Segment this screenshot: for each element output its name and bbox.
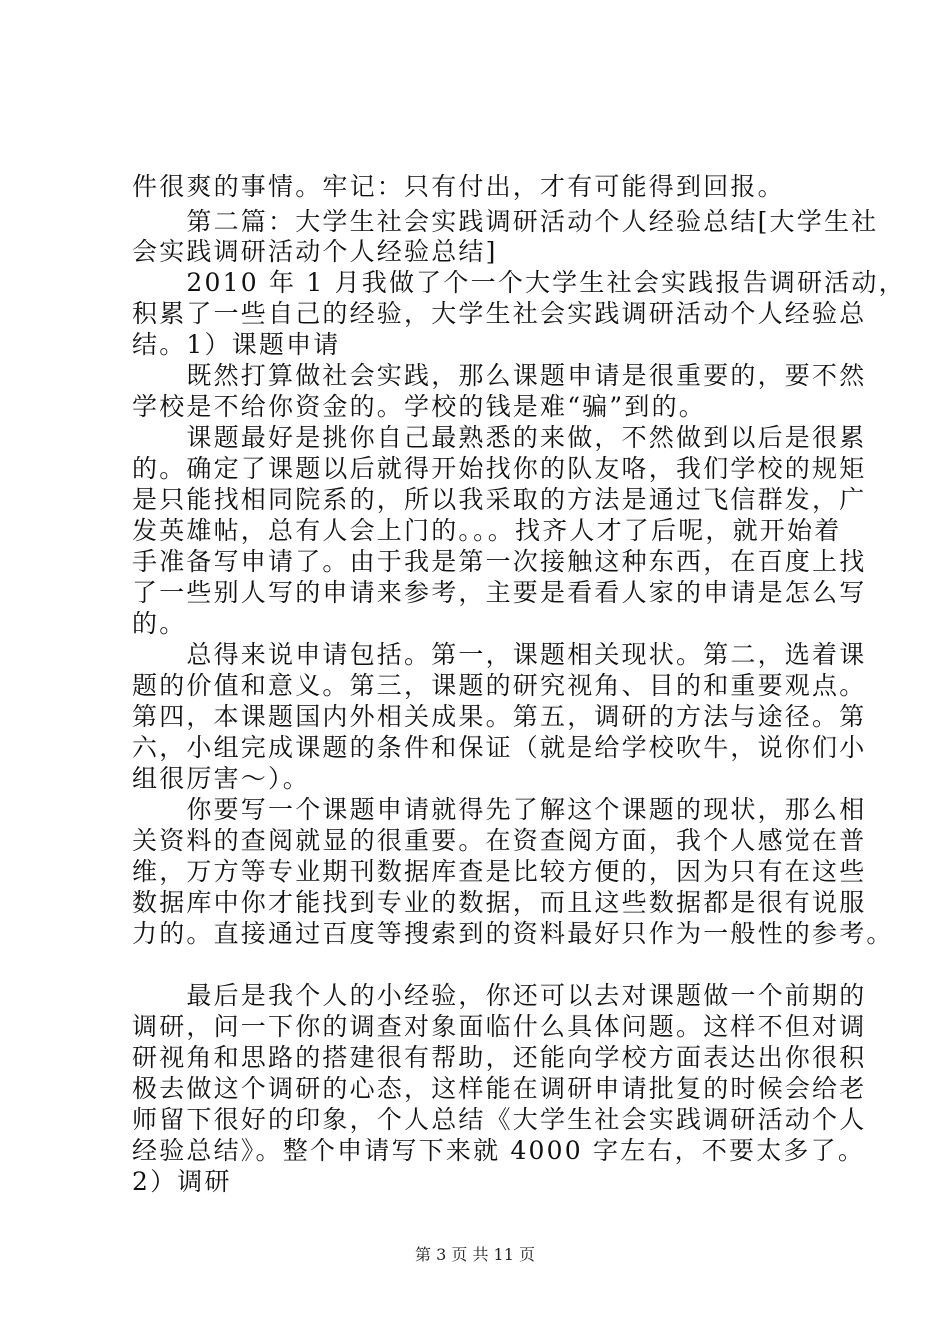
text-line: 结。1）课题申请 bbox=[132, 330, 341, 359]
text-line: 力的。直接通过百度等搜索到的资料最好只作为一般性的参考。 bbox=[132, 919, 894, 948]
text-line: 关资料的查阅就显的很重要。在资查阅方面，我个人感觉在普 bbox=[132, 826, 867, 855]
text-line: 课题最好是挑你自己最熟悉的来做，不然做到以后是很累 bbox=[132, 423, 867, 452]
text-line: 数据库中你才能找到专业的数据，而且这些数据都是很有说服 bbox=[132, 888, 867, 917]
text-line: 手准备写申请了。由于我是第一次接触这种东西，在百度上找 bbox=[132, 547, 867, 576]
text-line: 调研，问一下你的调查对象面临什么具体问题。这样不但对调 bbox=[132, 1012, 867, 1041]
text-line: 2）调研 bbox=[132, 1167, 232, 1196]
text-line: 学校是不给你资金的。学校的钱是难“骗”到的。 bbox=[132, 392, 706, 421]
text-line: 研视角和思路的搭建很有帮助，还能向学校方面表达出你很积 bbox=[132, 1043, 867, 1072]
text-line: 极去做这个调研的心态，这样能在调研申请批复的时候会给老 bbox=[132, 1074, 867, 1103]
text-line: 了一些别人写的申请来参考，主要是看看人家的申请是怎么写 bbox=[132, 578, 867, 607]
text-line: 你要写一个课题申请就得先了解这个课题的现状，那么相 bbox=[132, 795, 867, 824]
text-line: 是只能找相同院系的，所以我采取的方法是通过飞信群发，广 bbox=[132, 485, 867, 514]
text-line: 题的价值和意义。第三，课题的研究视角、目的和重要观点。 bbox=[132, 671, 867, 700]
text-line: 件很爽的事情。牢记：只有付出，才有可能得到回报。 bbox=[132, 172, 785, 201]
page-number-footer: 第 3 页 共 11 页 bbox=[415, 1245, 535, 1264]
text-line: 组很厉害～）。 bbox=[132, 764, 310, 793]
text-line: 经验总结》。整个申请写下来就 4000 字左右，不要太多了。 bbox=[132, 1136, 866, 1165]
text-line: 会实践调研活动个人经验总结] bbox=[132, 237, 498, 266]
text-line: 的。 bbox=[132, 609, 187, 638]
text-line: 第四，本课题国内外相关成果。第五，调研的方法与途径。第 bbox=[132, 702, 867, 731]
text-line: 的。确定了课题以后就得开始找你的队友咯，我们学校的规矩 bbox=[132, 454, 867, 483]
text-line: 六，小组完成课题的条件和保证（就是给学校吹牛，说你们小 bbox=[132, 733, 867, 762]
blank-line bbox=[132, 949, 832, 981]
text-line: 2010 年 1 月我做了个一个大学生社会实践报告调研活动， bbox=[132, 268, 906, 297]
text-line: 积累了一些自己的经验，大学生社会实践调研活动个人经验总 bbox=[132, 299, 867, 328]
text-line: 第二篇：大学生社会实践调研活动个人经验总结[大学生社 bbox=[132, 207, 879, 236]
text-line: 发英雄帖，总有人会上门的。。。找齐人才了后呢，就开始着 bbox=[132, 516, 842, 545]
text-line: 既然打算做社会实践，那么课题申请是很重要的，要不然 bbox=[132, 361, 867, 390]
text-line: 维，万方等专业期刊数据库查是比较方便的，因为只有在这些 bbox=[132, 857, 867, 886]
text-line: 师留下很好的印象，个人总结《大学生社会实践调研活动个人 bbox=[132, 1105, 867, 1134]
text-line: 总得来说申请包括。第一，课题相关现状。第二，选着课 bbox=[132, 640, 867, 669]
text-line: 最后是我个人的小经验，你还可以去对课题做一个前期的 bbox=[132, 981, 867, 1010]
